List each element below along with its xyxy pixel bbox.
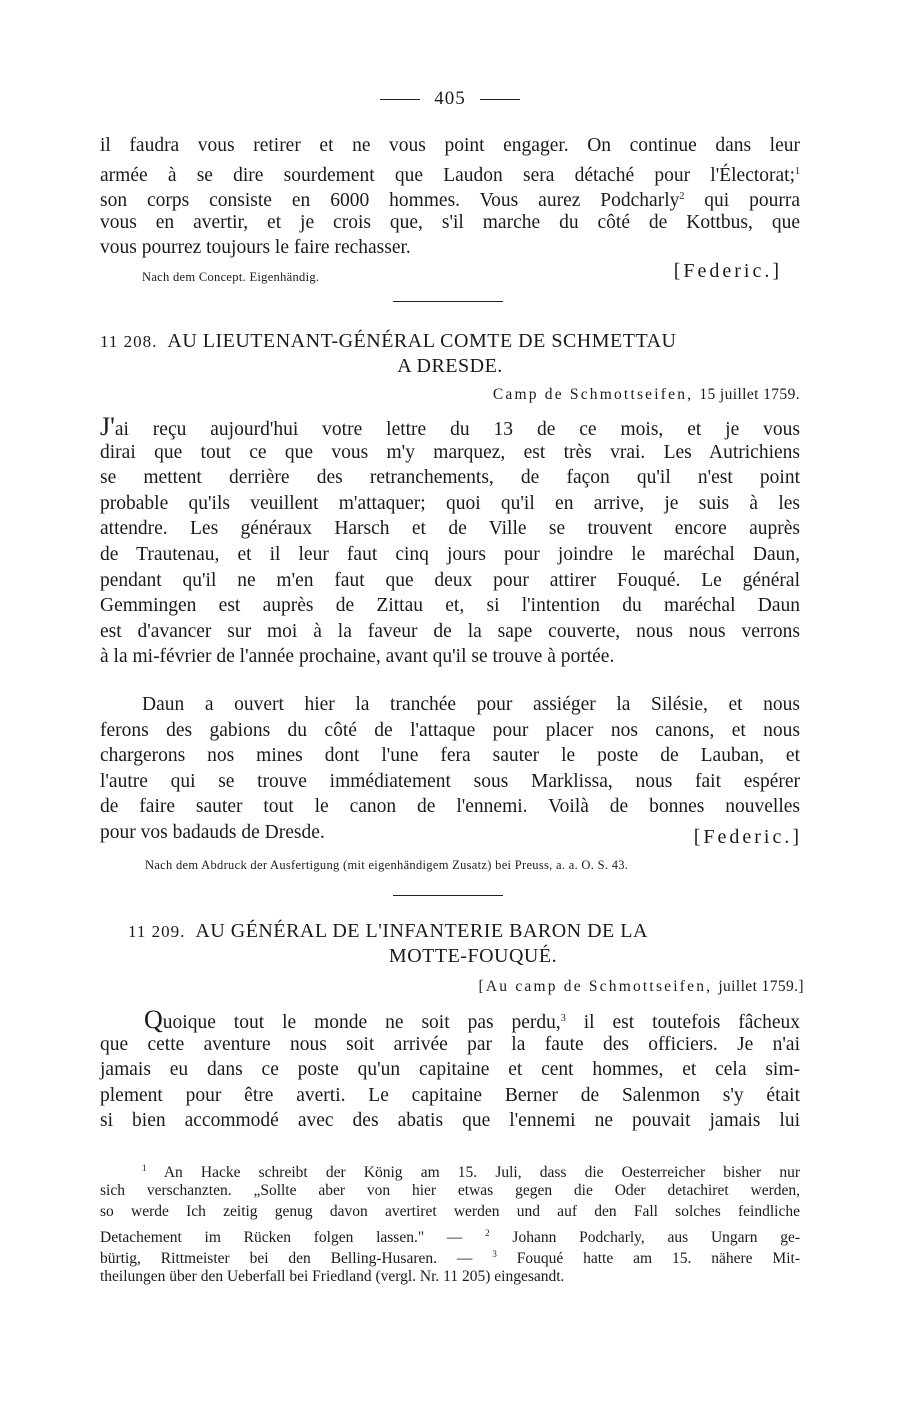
text-span: ai reçu aujourd'hui votre lettre du 13 de ce mois, et je vous [114, 419, 800, 440]
text-line: si bien accommodé avec des abatis que l'ennemi ne pouvait jamais lui [100, 1110, 800, 1132]
footnote-line: so werde Ich zeitig genug davon avertiret werden und auf den Fall solches feindliche [100, 1203, 800, 1221]
footnote-line [100, 1223, 800, 1245]
date: juillet 1759.] [718, 978, 804, 995]
place: Camp de Schmottseifen, [492, 386, 694, 403]
text-line: dirai que tout ce que vous m'y marquez, est très vrai. Les Autrichiens [100, 441, 800, 463]
footnote-mark: 3 [492, 1249, 497, 1260]
footnote-text: Johann Podcharly, aus Ungarn ge- [489, 1228, 800, 1246]
letter-number: 11 209. [128, 922, 186, 941]
text-line: pendant qu'il ne m'en faut que deux pour attirer Fouqué. Le général [100, 569, 800, 591]
text-line: il faudra vous retirer et ne vous point engager. On continue dans leur [100, 135, 800, 156]
text-line: probable qu'ils veuillent m'attaquer; quoi qu'il en arrive, je suis à les [100, 492, 800, 514]
footnote-mark: 2 [485, 1227, 490, 1238]
text-line: vous en avertir, et je crois que, s'il marche du côté de Kottbus, que [100, 211, 800, 233]
heading-line [128, 919, 778, 944]
letter-paragraph [100, 692, 800, 846]
dash-right [480, 99, 520, 100]
initial-letter: Q [144, 1005, 163, 1034]
dash-left [380, 99, 420, 100]
text-line: plement pour être averti. Le capitaine Berner de Salenmon s'y était [100, 1084, 800, 1106]
letter-number: 11 208. [100, 332, 158, 351]
letter-paragraph [100, 1006, 800, 1134]
footnote-line [100, 1244, 800, 1266]
letter-paragraph [100, 414, 800, 670]
letter-title: AU LIEUTENANT-GÉNÉRAL COMTE DE SCHMETTAU [167, 330, 677, 352]
text-line [100, 184, 800, 210]
divider-rule [393, 895, 503, 896]
initial-letter: J' [100, 412, 115, 441]
text-span: son corps consiste en 6000 hommes. Vous aurez Podcharly [100, 190, 680, 212]
text-span: il est toutefois fâcheux [565, 1012, 800, 1033]
dateline [479, 978, 804, 996]
text-line [100, 414, 800, 440]
text-line: attendre. Les généraux Harsch et de Ville se trouvent encore auprès [100, 518, 800, 540]
text-line: que cette aventure nous soit arrivée par la faute des officiers. Je n'ai [100, 1033, 800, 1055]
footnote-mark: 1 [142, 1163, 147, 1173]
text-line: Daun a ouvert hier la tranchée pour assiéger la Silésie, et nous [142, 694, 800, 715]
place: [Au camp de Schmottseifen, [478, 978, 713, 995]
source-note: Nach dem Concept. Eigenhändig. [142, 270, 320, 284]
text-span: armée à se dire sourdement que Laudon sera détaché pour l'Électorat; [100, 164, 795, 186]
signature: [Federic.] [673, 260, 782, 282]
footnote-text: bürtig, Rittmeister bei den Belling-Husaren. — [100, 1250, 493, 1268]
letter-title: AU GÉNÉRAL DE L'INFANTERIE BARON DE LA [195, 920, 648, 942]
text-line: se mettent derrière des retranchements, de façon qu'il n'est point [100, 467, 800, 489]
continuation-paragraph [100, 133, 800, 261]
heading-line-2: A DRESDE. [397, 355, 503, 377]
page-number-row [0, 88, 900, 116]
text-line: pour vos badauds de Dresde. [100, 821, 325, 843]
text-line: à la mi-février de l'année prochaine, avant qu'il se trouve à portée. [100, 646, 615, 668]
text-line: est d'avancer sur moi à la faveur de la sape couverte, nous nous verrons [100, 620, 800, 642]
heading-line [100, 329, 800, 354]
text-line: l'autre qui se trouve immédiatement sous Marklissa, nous fait espérer [100, 770, 800, 792]
footnote-text: Fouqué hatte am 15. nähere Mit- [496, 1250, 800, 1268]
date: 15 juillet 1759. [699, 386, 800, 403]
text-line: jamais eu dans ce poste qu'un capitaine et cent hommes, et cela sim- [100, 1059, 800, 1081]
footnote-line: theilungen über den Ueberfall bei Friedland (vergl. Nr. 11 205) eingesandt. [100, 1267, 565, 1285]
dateline [493, 386, 800, 404]
source-note: Nach dem Abdruck der Ausfertigung (mit eigenhändigem Zusatz) bei Preuss, a. a. O. S. 43. [145, 858, 629, 872]
divider-rule [393, 301, 503, 302]
text-span: qui pourra [684, 190, 801, 212]
footnote-ref: 1 [795, 165, 800, 177]
footnote-ref: 2 [679, 191, 685, 203]
footnote-text: Detachement im Rücken folgen lassen." — [100, 1228, 486, 1246]
text-line: de faire sauter tout le canon de l'ennemi. Voilà de bonnes nouvelles [100, 796, 800, 818]
text-line: chargerons nos mines dont l'une fera sauter le poste de Lauban, et [100, 745, 800, 767]
heading-line-2: MOTTE-FOUQUÉ. [388, 945, 558, 967]
letter-heading [128, 919, 778, 969]
footnote-ref: 3 [560, 1013, 566, 1024]
text-line: Gemmingen est auprès de Zittau et, si l'intention du maréchal Daun [100, 595, 800, 617]
text-line [100, 1006, 800, 1032]
signature: [Federic.] [693, 826, 802, 848]
footnote-line: sich verschanzten. „Sollte aber von hier etwas gegen die Oder detachiret werden, [100, 1181, 800, 1199]
footnotes [100, 1158, 800, 1288]
text-line: ferons des gabions du côté de l'attaque pour placer nos canons, et nous [100, 719, 800, 741]
text-line: vous pourrez toujours le faire rechasser. [100, 237, 411, 259]
page-number: 405 [434, 88, 466, 109]
footnote-text: An Hacke schreibt der König am 15. Juli, dass die Oesterreicher bisher nur [163, 1164, 801, 1181]
text-span: uoique tout le monde ne soit pas perdu, [162, 1012, 561, 1033]
letter-heading [100, 329, 800, 379]
text-line: de Trautenau, et il leur faut cinq jours pour joindre le maréchal Daun, [100, 543, 800, 565]
footnote-line [100, 1158, 800, 1180]
text-line [100, 159, 800, 185]
